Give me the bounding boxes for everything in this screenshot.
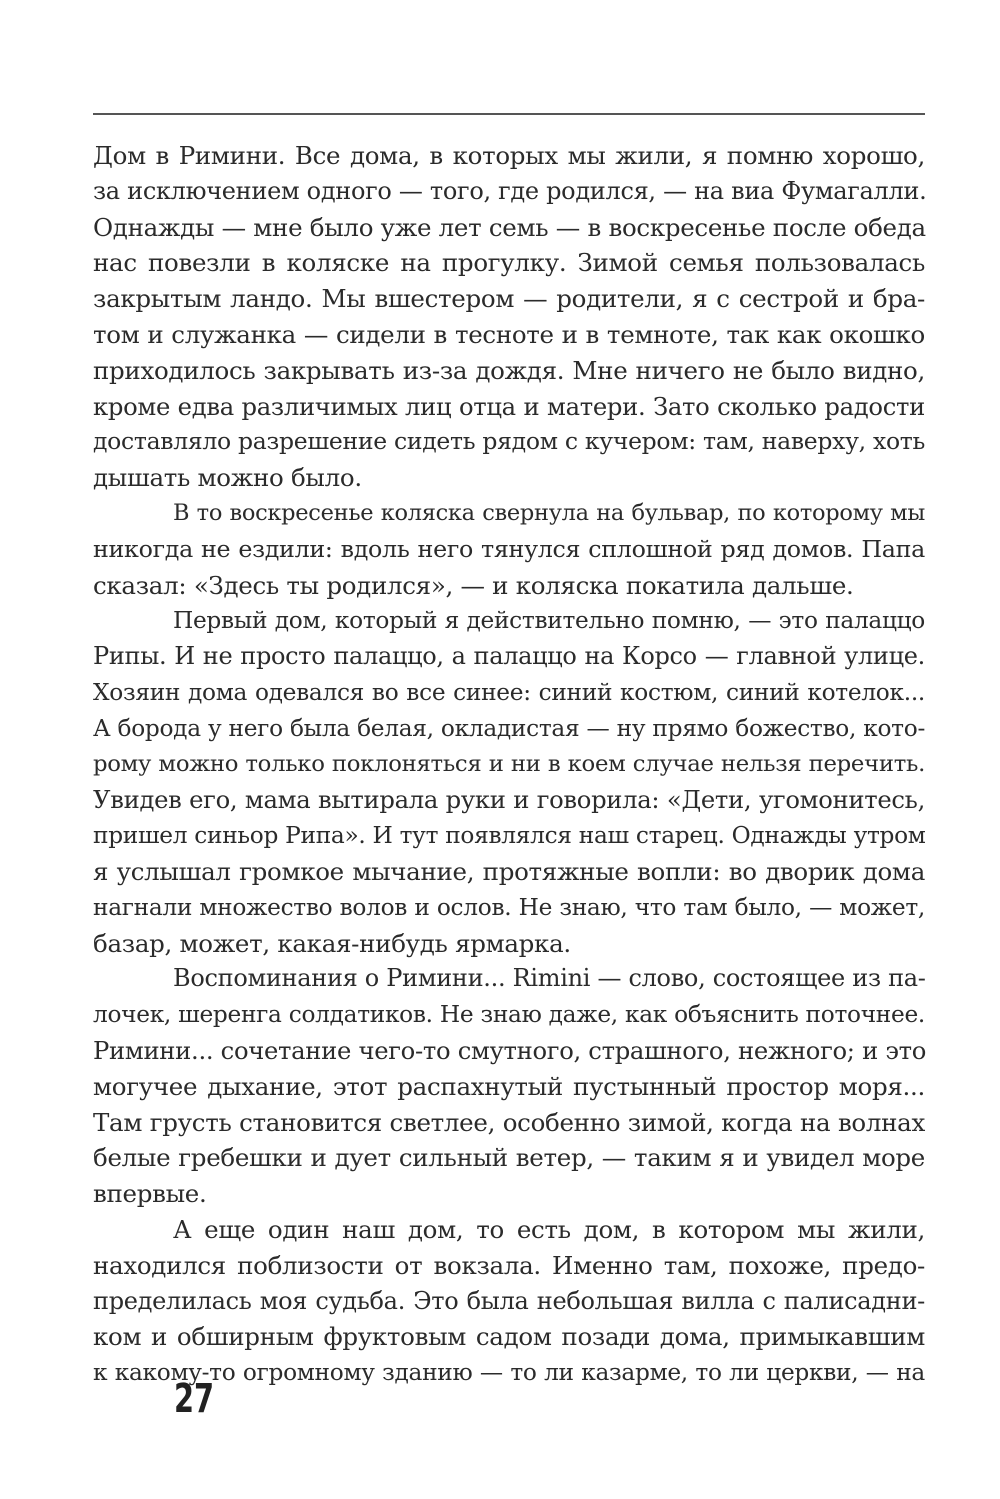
text-line: ком и обширным фруктовым садом позади дома, примыкавшим — [93, 1322, 925, 1352]
text-line: к какому-то огромному зданию — то ли казарме, то ли церкви, — на — [93, 1359, 925, 1387]
text-line: Хозяин дома одевался во все синее: синий костюм, синий котелок... — [93, 678, 925, 706]
text-line: пределилась моя судьба. Это была небольшая вилла с палисадни- — [93, 1286, 925, 1315]
text-line: А борода у него была белая, окладистая — ну прямо божество, кото- — [93, 714, 925, 742]
text-line: Рипы. И не просто палаццо, а палаццо на Корсо — главной улице. — [93, 642, 925, 671]
text-line: нагнали множество волов и ослов. Не знаю, что там было, — может, — [93, 893, 925, 921]
text-line: никогда не ездили: вдоль него тянулся сплошной ряд домов. Папа — [93, 534, 925, 563]
text-line: белые гребешки и дует сильный ветер, — таким я и увидел море — [93, 1143, 925, 1173]
text-line: за исключением одного — того, где родился, — на виа Фумагалли. — [93, 176, 927, 205]
page-number: 27 — [174, 1376, 215, 1422]
text-line: Воспоминания о Римини... Rimini — слово, состоящее из па- — [173, 964, 926, 993]
text-line: Там грусть становится светлее, особенно зимой, когда на волнах — [93, 1107, 925, 1137]
paragraph — [93, 138, 925, 496]
text-line: я услышал громкое мычание, протяжные вопли: во дворик дома — [93, 856, 925, 886]
text-line: приходилось закрывать из-за дождя. Мне ничего не было видно, — [93, 355, 925, 385]
text-line: Римини... сочетание чего-то смутного, страшного, нежного; и это — [93, 1035, 927, 1065]
text-line: Первый дом, который я действительно помню, — это палаццо — [173, 607, 925, 635]
paragraph — [93, 961, 925, 1212]
text-line: Однажды — мне было уже лет семь — в воскресенье после обеда — [93, 212, 926, 242]
text-line: пришел синьор Рипа». И тут появлялся наш старец. Однажды утром — [93, 822, 926, 850]
text-line: В то воскресенье коляска свернула на бульвар, по которому мы — [173, 499, 925, 526]
text-line: том и служанка — сидели в тесноте и в темноте, так как окошко — [93, 319, 925, 349]
paragraph — [93, 496, 925, 603]
text-line: нас повезли в коляске на прогулку. Зимой семья пользовалась — [93, 248, 925, 278]
paragraph — [93, 603, 925, 961]
text-line: базар, может, какая-нибудь ярмарка. — [93, 928, 571, 958]
text-line: Дом в Римини. Все дома, в которых мы жили, я помню хорошо, — [93, 141, 925, 170]
text-line: сказал: «Здесь ты родился», — и коляска покатила дальше. — [93, 570, 854, 600]
body-text — [93, 138, 925, 1391]
header-rule — [93, 113, 925, 115]
text-line: впервые. — [93, 1179, 207, 1209]
text-line: Увидев его, мама вытирала руки и говорила: «Дети, угомонитесь, — [93, 785, 925, 815]
text-line: лочек, шеренга солдатиков. Не знаю даже, как объяснить поточнее. — [93, 1001, 925, 1029]
text-line: рому можно только поклоняться и ни в коем случае нельзя перечить. — [93, 750, 925, 777]
text-line: могучее дыхание, этот распахнутый пустынный простор моря... — [93, 1071, 925, 1101]
text-line: кроме едва различимых лиц отца и матери. Зато сколько радости — [93, 391, 925, 421]
text-line: дышать можно было. — [93, 463, 362, 493]
text-line: находился поблизости от вокзала. Именно там, похоже, предо- — [93, 1250, 925, 1280]
text-line: А еще один наш дом, то есть дом, в котором мы жили, — [173, 1214, 925, 1244]
text-line: доставляло разрешение сидеть рядом с кучером: там, наверху, хоть — [93, 427, 925, 456]
text-line: закрытым ландо. Мы вшестером — родители, я с сестрой и бра- — [93, 284, 925, 314]
paragraph — [93, 1212, 925, 1391]
